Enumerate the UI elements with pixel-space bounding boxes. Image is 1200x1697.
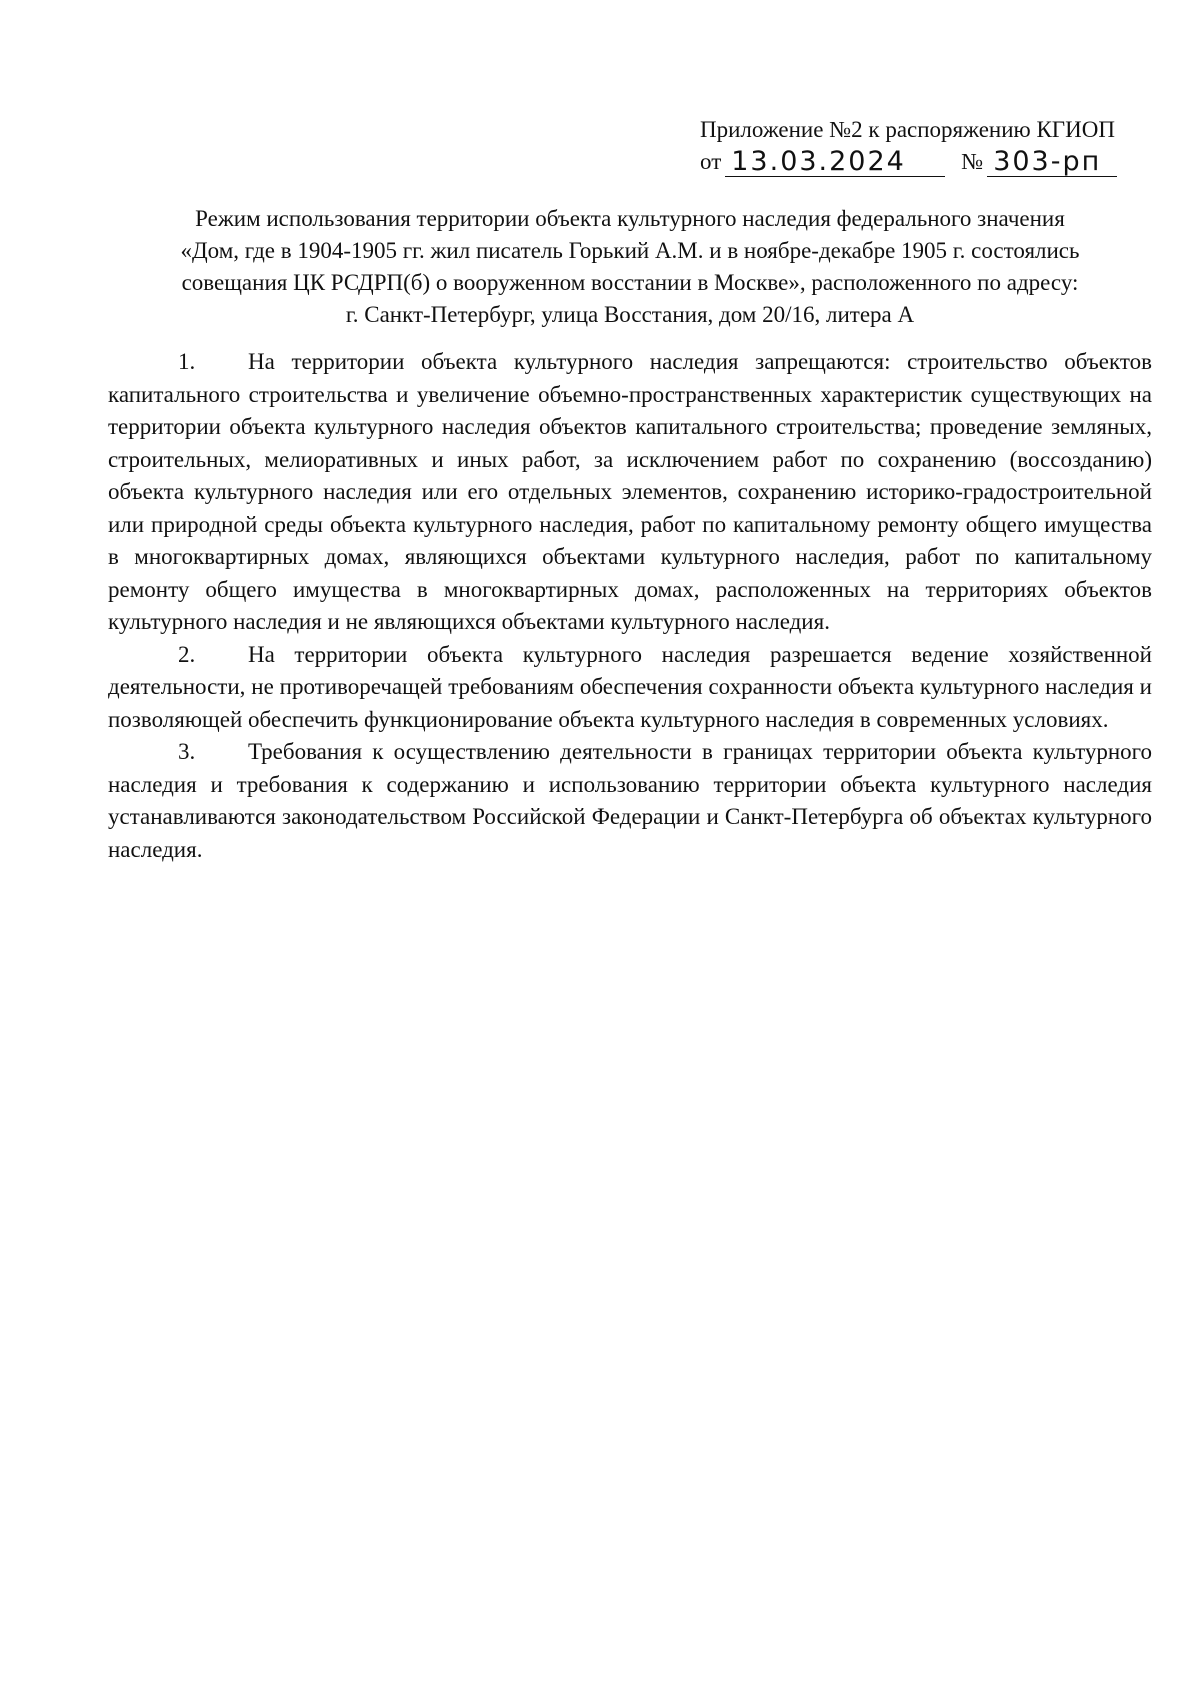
document-title: [110, 203, 1150, 331]
number-sign: №: [961, 149, 984, 174]
appendix-header: [700, 115, 1140, 177]
paragraph-number: 3.: [178, 739, 196, 764]
appendix-title: Приложение №2 к распоряжению КГИОП: [700, 117, 1115, 142]
document-body: [108, 346, 1152, 866]
paragraph-3: [108, 736, 1152, 866]
paragraph-1: [108, 346, 1152, 639]
title-line: Режим использования территории объекта культурного наследия федерального значения: [195, 206, 1065, 231]
title-line: совещания ЦК РСДРП(б) о вооруженном восстании в Москве», расположенного по адресу:: [181, 270, 1079, 295]
order-reference: [700, 147, 1140, 177]
paragraph-number: 2.: [178, 641, 196, 667]
title-line: г. Санкт-Петербург, улица Восстания, дом 20/16, литера А: [345, 302, 915, 327]
paragraph-text: Требования к осуществлению деятельности в границах территории объекта культурного наследия и требования к содержанию и использованию территории объекта культурного наследия устанавливаются законодательством Российской Федерации и Санкт-Петербурга об объектах культурного наследия.: [108, 739, 1152, 862]
paragraph-text: На территории объекта культурного наследия разрешается ведение хозяйственной деятельности, не противоречащей требованиям обеспечения сохранности объекта культурного наследия и позволяющей обеспечить функционирование объекта культурного наследия в современных условиях.: [108, 641, 1152, 732]
title-line: «Дом, где в 1904-1905 гг. жил писатель Горький А.М. и в ноябре-декабре 1905 г. состоялись: [180, 238, 1080, 263]
date-prefix: от: [700, 149, 722, 174]
paragraph-text: На территории объекта культурного наследия запрещаются: строительство объектов капитального строительства и увеличение объемно-пространственных характеристик существующих на территории объекта культурного наследия объектов капитального строительства; проведение земляных, строительных, мелиоративных и иных работ, за исключением работ по сохранению (воссозданию) объекта культурного наследия или его отдельных элементов, сохранению историко-градостроительной или природной среды объекта культурного наследия, работ по капитальному ремонту общего имущества в многоквартирных домах, являющихся объектами культурного наследия, работ по капитальному ремонту общего имущества в многоквартирных домах, расположенных на территориях объектов культурного наследия и не являющихся объектами культурного наследия.: [108, 349, 1152, 634]
paragraph-2: [108, 639, 1152, 737]
order-date: 13.03.2024: [725, 148, 945, 177]
paragraph-number: 1.: [178, 349, 196, 374]
order-number: 303-рп: [987, 148, 1117, 177]
